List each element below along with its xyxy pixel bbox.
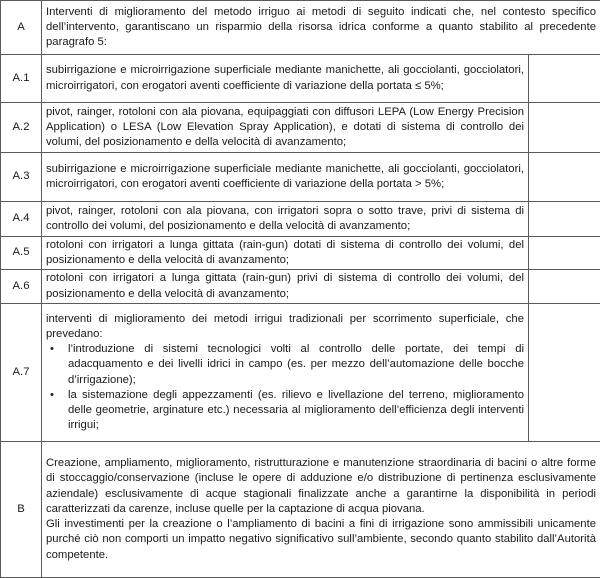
bullet-item bbox=[50, 388, 524, 434]
row-code: A.5 bbox=[1, 237, 42, 270]
row-description: rotoloni con irrigatori a lunga gittata (rain-gun) privi di sistema di controllo dei volumi, del posizionamento e della velocità di avanzamento; bbox=[42, 270, 529, 304]
row-description: subirrigazione e microirrigazione superficiale mediante manichette, ali gocciolanti, gocciolatori, microirrigatori, con erogatori aventi coefficiente di variazione della portata ≤ 5%; bbox=[42, 55, 529, 103]
row-paragraph: Creazione, ampliamento, miglioramento, ristrutturazione e manutenzione straordinaria di bacini o altre forme di stoccaggio/conservazione (incluse le opere di adduzione e/o distribuzione di pertinenza esclusivamente aziendale) esclusivamente di acque stagionali finalizzate anche a garantirne la disponibilità in periodi caratterizzati da carenze, incluse quelle per la captazione di acqua piovana. bbox=[46, 457, 596, 515]
row-intro: interventi di miglioramento dei metodi irrigui tradizionali per scorrimento superficiale, che prevedano: bbox=[46, 312, 524, 340]
table-row-b bbox=[1, 442, 600, 578]
row-empty-cell bbox=[529, 55, 600, 103]
row-empty-cell bbox=[529, 270, 600, 304]
row-code: A.3 bbox=[1, 153, 42, 202]
table-row-a6 bbox=[1, 270, 600, 304]
row-code: A.7 bbox=[1, 304, 42, 442]
row-description: rotoloni con irrigatori a lunga gittata (rain-gun) dotati di sistema di controllo dei volumi, del posizionamento e della velocità di avanzamento; bbox=[42, 237, 529, 270]
row-description: subirrigazione e microirrigazione superficiale mediante manichette, ali gocciolanti, gocciolatori, microirrigatori, con erogatori aventi coefficiente di variazione della portata > 5%; bbox=[42, 153, 529, 202]
row-description bbox=[42, 304, 529, 442]
table-row-a7 bbox=[1, 304, 600, 442]
row-empty-cell bbox=[529, 153, 600, 202]
row-empty-cell bbox=[529, 237, 600, 270]
bullet-icon: • bbox=[50, 343, 54, 356]
row-code: A.4 bbox=[1, 202, 42, 237]
table-row-a2 bbox=[1, 103, 600, 153]
row-paragraph: Gli investimenti per la creazione o l’ampliamento di bacini a fini di irrigazione sono ammissibili unicamente purché ciò non comporti un impatto negativo significativo sull’ambiente, secondo quanto stabilito dall’Autorità competente. bbox=[46, 518, 596, 561]
row-empty-cell bbox=[529, 202, 600, 237]
row-code: A.2 bbox=[1, 103, 42, 153]
row-empty-cell bbox=[529, 304, 600, 442]
row-code: A bbox=[1, 1, 42, 55]
table-row-a5 bbox=[1, 237, 600, 270]
bullet-text: l’introduzione di sistemi tecnologici volti al controllo delle portate, dei tempi di adacquamento e dei livelli idrici in campo (es. per mezzo dell’automazione delle bocche d’irrigazione); bbox=[68, 343, 524, 386]
row-description: Interventi di miglioramento del metodo irriguo ai metodi di seguito indicati che, nel contesto specifico dell’intervento, garantiscano un risparmio della risorsa idrica conforme a quanto stabilito al precedente paragrafo 5: bbox=[42, 1, 600, 55]
row-code: A.6 bbox=[1, 270, 42, 304]
row-code: B bbox=[1, 442, 42, 578]
bullet-item bbox=[50, 342, 524, 388]
row-code: A.1 bbox=[1, 55, 42, 103]
bullet-list bbox=[46, 342, 524, 433]
table-row-a4 bbox=[1, 202, 600, 237]
table-row-a1 bbox=[1, 55, 600, 103]
row-empty-cell bbox=[529, 103, 600, 153]
bullet-text: la sistemazione degli appezzamenti (es. rilievo e livellazione del terreno, miglioramento delle geometrie, arginature etc.) necessaria al miglioramento dell’efficienza degli interventi irrigui; bbox=[68, 388, 524, 432]
table-row-a3 bbox=[1, 153, 600, 202]
row-description bbox=[42, 442, 600, 578]
table-row-a bbox=[1, 1, 600, 55]
bullet-icon: • bbox=[50, 388, 54, 401]
row-description: pivot, rainger, rotoloni con ala piovana, equipaggiati con diffusori LEPA (Low Energy Precision Application) o LESA (Low Elevation Spray Application), e dotati di sistema di controllo dei volumi, del posizionamento e della velocità di avanzamento; bbox=[42, 103, 529, 153]
row-description: pivot, rainger, rotoloni con ala piovana, con irrigatori sopra o sotto trave, privi di sistema di controllo dei volumi, del posizionamento e della velocità di avanzamento; bbox=[42, 202, 529, 237]
